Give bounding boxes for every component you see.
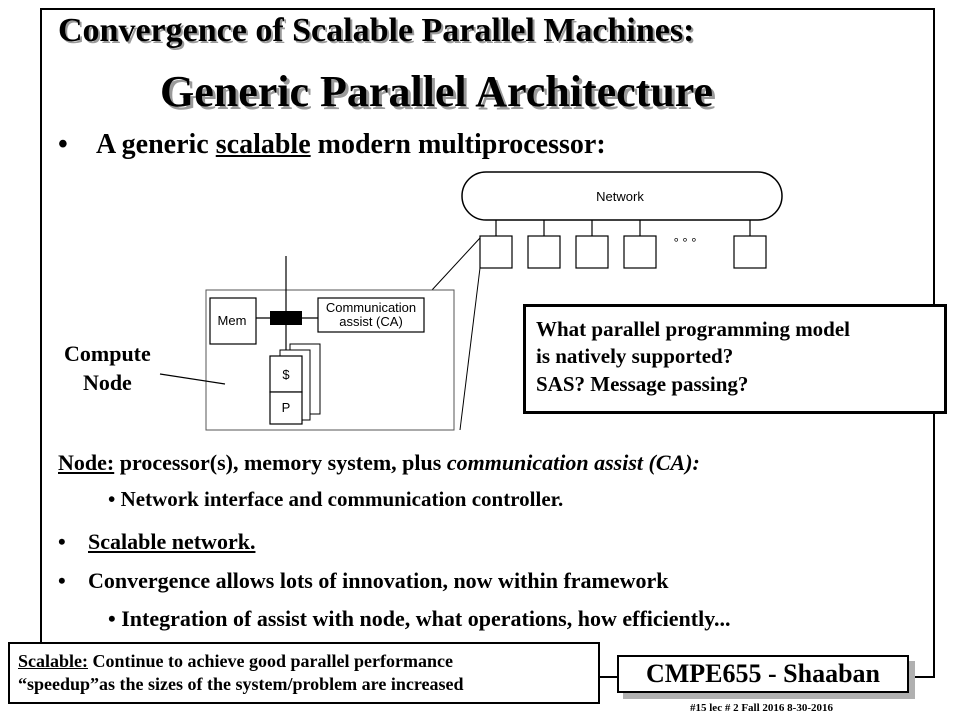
ca-label-line1: Communication [325,300,417,315]
compute-node-line1: Compute [64,341,151,366]
compute-node-line2: Node [82,369,132,395]
ca-label-line2: assist (CA) [339,314,403,329]
network-node-box [576,236,608,268]
network-label: Network [596,189,644,204]
question-line3: SAS? Message passing? [536,371,749,396]
slide-title-line1: Convergence of Scalable Parallel Machines: [58,12,695,49]
sub-bullet-network-interface [108,487,563,512]
bullet-convergence [58,568,669,594]
processor-label: P [281,400,291,415]
network-links [496,220,750,236]
bullet-dot: • [58,129,68,160]
cache-label: $ [282,367,290,382]
scalable-line2: “speedup”as the sizes of the system/problem are increased [18,674,464,695]
question-box [523,304,947,414]
node-def-text: processor(s), memory system, plus [114,450,447,475]
node-definition [58,450,700,476]
bullet-dot: • [108,487,116,511]
bullet-dot: • [58,568,66,593]
bullet-dot: • [108,606,116,631]
compute-node-label [64,340,151,397]
scalable-note-box [8,642,600,704]
network-node-box [528,236,560,268]
question-line2: is natively supported? [536,344,734,369]
bullet-text: Convergence allows lots of innovation, now within framework [88,568,669,593]
bus-switch [270,311,302,325]
bullet-scalable-network [58,529,255,555]
zoom-line-top [432,238,480,290]
intro-suffix: modern multiprocessor: [310,129,606,160]
question-line1: What parallel programming model [536,317,851,341]
scalable-line1: Continue to achieve good parallel performance [88,651,453,671]
sub-bullet-text: Network interface and communication controller. [120,487,564,511]
intro-underlined: scalable [215,129,311,160]
course-badge: CMPE655 - Shaaban [617,655,909,693]
network-node-box [734,236,766,268]
slide-footer: #15 lec # 2 Fall 2016 8-30-2016 [690,702,833,714]
network-node-box [624,236,656,268]
zoom-line-bottom [460,268,480,430]
bullet-text: Scalable network. [88,529,256,554]
slide-title-line2: Generic Parallel Architecture [160,67,714,116]
mem-label: Mem [217,313,247,328]
intro-prefix: A generic [96,129,216,160]
node-def-italic: communication assist (CA): [446,450,700,475]
sub-bullet-integration [108,606,730,632]
ellipsis-label: ° ° ° [673,235,697,250]
sub-bullet-text: Integration of assist with node, what operations, how efficiently... [121,606,731,631]
scalable-label: Scalable: [18,651,88,671]
node-def-label: Node: [58,450,115,475]
network-node-box [480,236,512,268]
bullet-dot: • [58,529,66,554]
